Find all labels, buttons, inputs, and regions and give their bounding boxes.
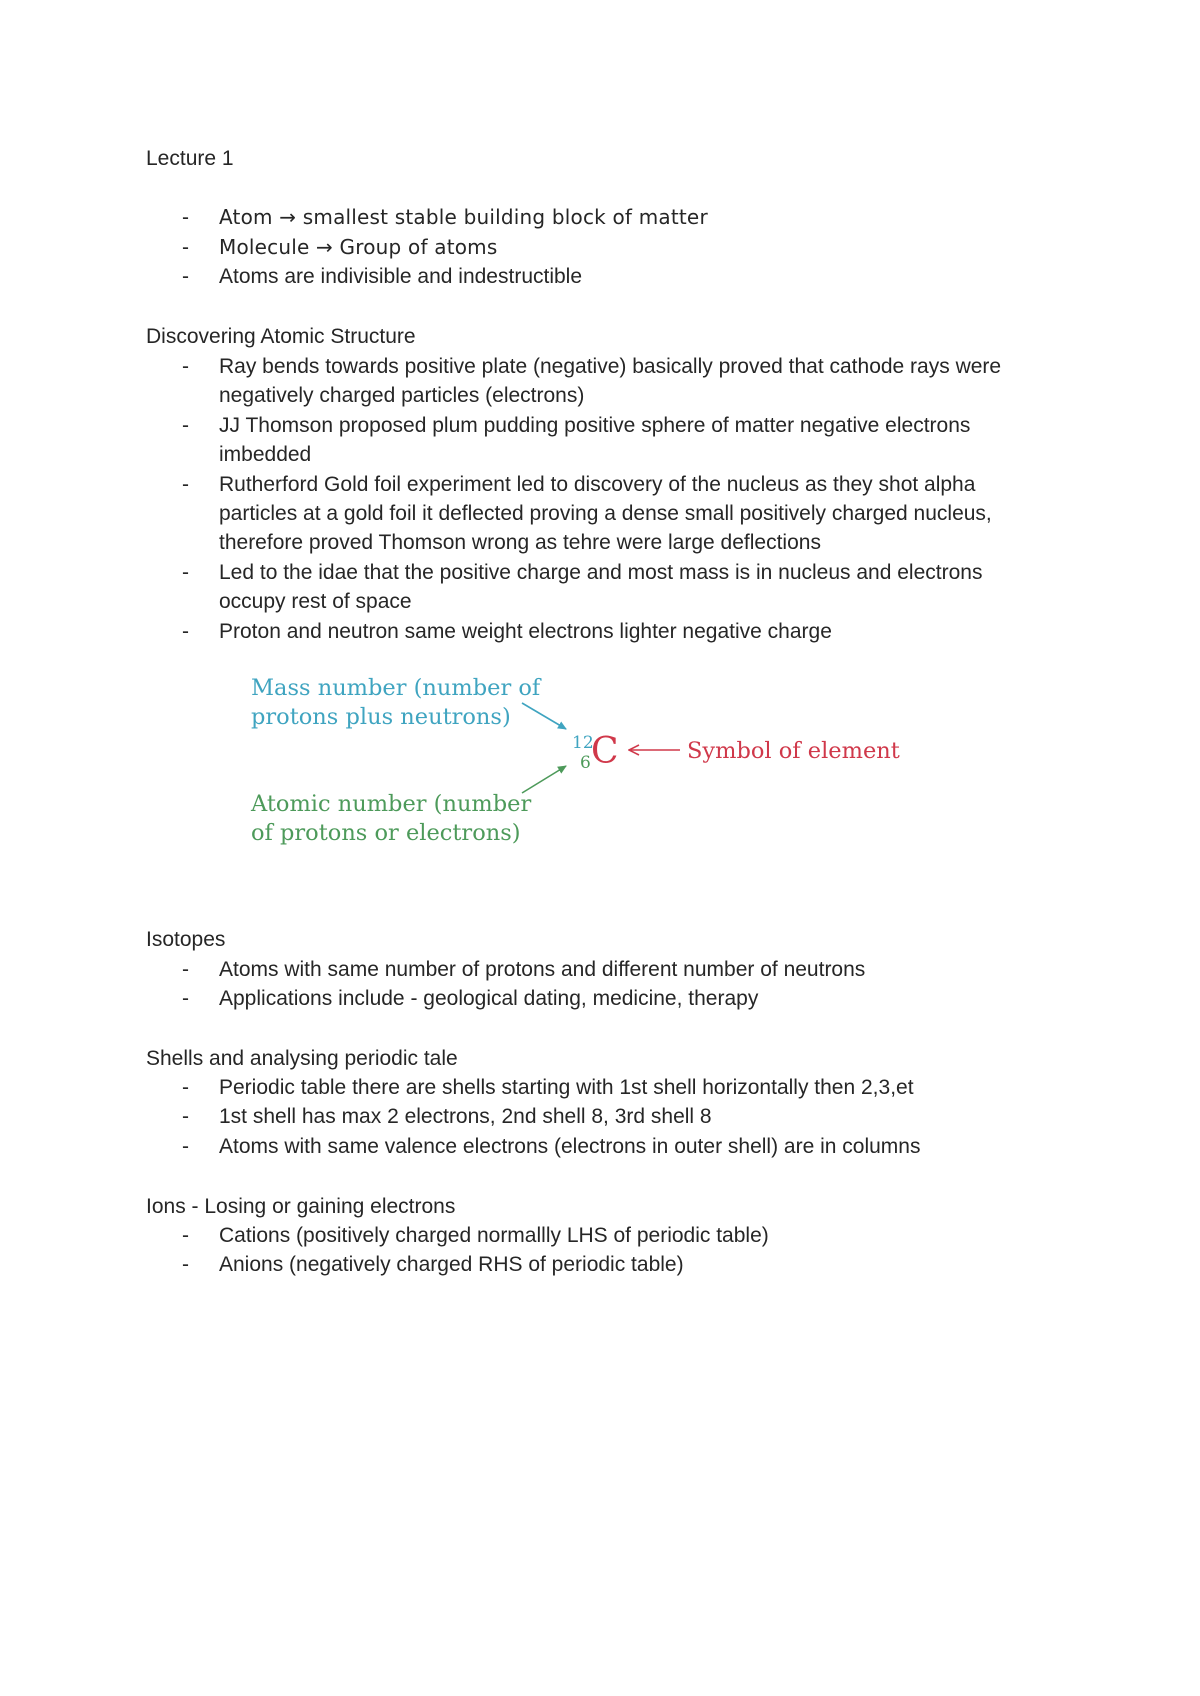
bullet-cathode-rays-line-2: negatively charged particles (electrons)	[219, 384, 585, 407]
bullet-atom-definition: Atom → smallest stable building block of matter	[219, 205, 708, 229]
bullet-isotope-definition: Atoms with same number of protons and different number of neutrons	[219, 958, 866, 981]
mass-number-arrow	[522, 703, 566, 729]
bullet-molecule-definition: Molecule → Group of atoms	[219, 235, 498, 259]
bullet-marker: -	[182, 958, 189, 981]
section-heading-ions: Ions - Losing or gaining electrons	[146, 1195, 456, 1218]
bullet-cathode-rays-line-1: Ray bends towards positive plate (negative) basically proved that cathode rays were	[219, 355, 1002, 378]
mass-number: 12	[572, 733, 594, 753]
bullet-nucleus-idea-line-1: Led to the idae that the positive charge and most mass is in nucleus and electrons	[219, 561, 983, 584]
atomic-number-label-line-2: of protons or electrons)	[251, 820, 521, 846]
atomic-number-arrow	[522, 766, 566, 793]
bullet-marker: -	[182, 355, 189, 378]
bullet-isotope-applications: Applications include - geological dating, medicine, therapy	[219, 987, 759, 1010]
atomic-number: 6	[580, 753, 591, 773]
section-heading-isotopes: Isotopes	[146, 928, 226, 951]
bullet-valence-columns: Atoms with same valence electrons (electrons in outer shell) are in columns	[219, 1135, 921, 1158]
bullet-marker: -	[182, 1253, 189, 1276]
bullet-rutherford-line-3: therefore proved Thomson wrong as tehre were large deflections	[219, 531, 821, 554]
bullet-cations: Cations (positively charged normallly LHS of periodic table)	[219, 1224, 769, 1247]
bullet-marker: -	[182, 265, 189, 288]
atomic-number-label-line-1: Atomic number (number	[251, 791, 532, 817]
element-symbol: C	[591, 731, 619, 772]
bullet-marker: -	[182, 1105, 189, 1128]
bullet-marker: -	[182, 561, 189, 584]
bullet-marker: -	[182, 1076, 189, 1099]
bullet-marker: -	[182, 987, 189, 1010]
symbol-of-element-label: Symbol of element	[687, 738, 900, 764]
bullet-rutherford-line-2: particles at a gold foil it deflected proving a dense small positively charged nucleus,	[219, 502, 992, 525]
bullet-marker: -	[182, 620, 189, 643]
bullet-rutherford-line-1: Rutherford Gold foil experiment led to discovery of the nucleus as they shot alpha	[219, 473, 976, 496]
section-heading-lecture-1: Lecture 1	[146, 147, 234, 170]
bullet-marker: -	[182, 206, 189, 229]
section-heading-shells: Shells and analysing periodic tale	[146, 1047, 458, 1070]
bullet-proton-neutron: Proton and neutron same weight electrons lighter negative charge	[219, 620, 832, 643]
bullet-marker: -	[182, 414, 189, 437]
bullet-thomson-line-2: imbedded	[219, 443, 312, 466]
bullet-nucleus-idea-line-2: occupy rest of space	[219, 590, 412, 613]
bullet-marker: -	[182, 473, 189, 496]
bullet-shells-horizontal: Periodic table there are shells starting with 1st shell horizontally then 2,3,et	[219, 1076, 914, 1099]
mass-number-label-line-1: Mass number (number of	[251, 675, 541, 701]
bullet-atoms-indivisible: Atoms are indivisible and indestructible	[219, 265, 583, 288]
bullet-shell-capacity: 1st shell has max 2 electrons, 2nd shell 8, 3rd shell 8	[219, 1105, 712, 1128]
bullet-marker: -	[182, 1224, 189, 1247]
bullet-marker: -	[182, 236, 189, 259]
bullet-thomson-line-1: JJ Thomson proposed plum pudding positive sphere of matter negative electrons	[219, 414, 971, 437]
bullet-marker: -	[182, 1135, 189, 1158]
section-heading-atomic-structure: Discovering Atomic Structure	[146, 325, 416, 348]
mass-number-label-line-2: protons plus neutrons)	[251, 704, 511, 730]
bullet-anions: Anions (negatively charged RHS of periodic table)	[219, 1253, 684, 1276]
